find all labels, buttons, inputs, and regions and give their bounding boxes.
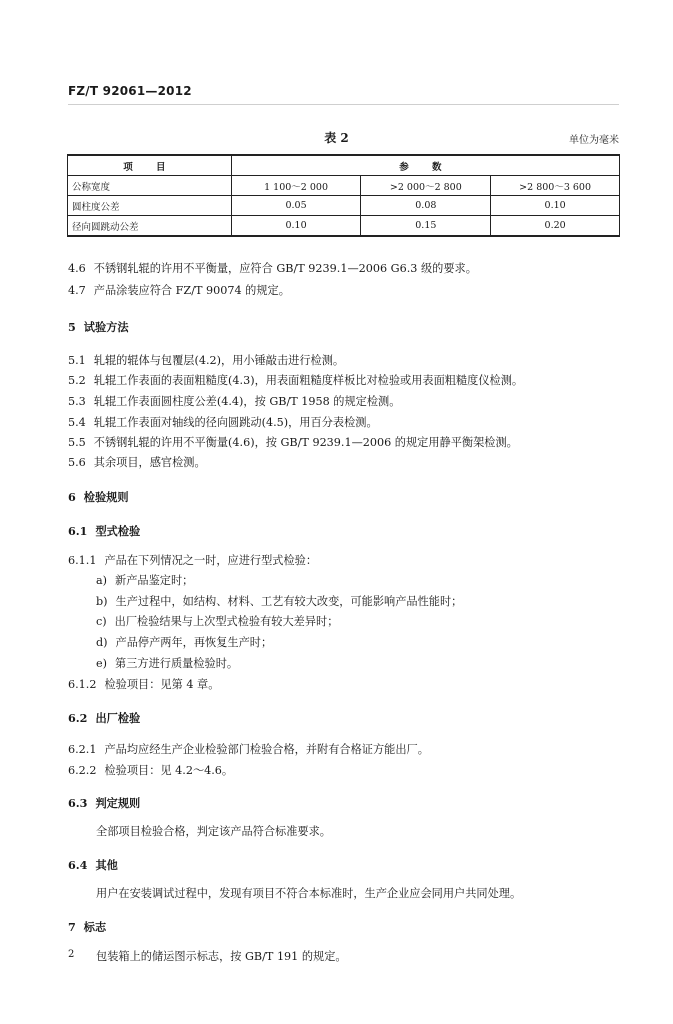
page-number: 2 [68,949,75,960]
clause-number: b) [96,595,108,608]
clause-number: 5.2 [68,374,86,387]
row-name: 公称宽度 [68,176,232,196]
body-line [96,950,347,964]
clause-number: 6.1 [68,524,88,538]
body-line [68,678,219,692]
body-line [96,615,338,629]
header-params: 参 数 [231,155,619,176]
clause-text: 产品停产两年，再恢复生产时； [115,636,273,649]
body-line [68,262,477,276]
table-row [68,196,620,216]
clause-text: 轧辊的辊体与包覆层(4.2)，用小锤敲击进行检测。 [93,354,345,367]
section-heading [68,920,106,934]
table-row [68,176,620,196]
clause-text: 用户在安装调试过程中，发现有项目不符合本标准时，生产企业应会同用户共同处理。 [96,887,522,900]
clause-number: 6.1.2 [68,678,97,691]
cell-value: 0.10 [491,196,620,216]
clause-text: 出厂检验结果与上次型式检验有较大差异时； [114,615,339,628]
clause-number: 6 [68,490,76,504]
clause-text: 其他 [95,858,118,872]
table-unit: 单位为毫米 [569,135,619,146]
clause-text: 不锈钢轧辊的许用不平衡量，应符合 GB/T 9239.1—2006 G6.3 级的要求。 [93,262,477,275]
clause-text: 轧辊工作表面圆柱度公差(4.4)，按 GB/T 1958 的规定检测。 [93,395,401,408]
section-heading [68,490,129,504]
body-line [96,595,462,609]
header-rule [68,104,619,105]
body-line [68,416,378,430]
cell-value: 0.15 [361,216,491,237]
clause-text: 轧辊工作表面的表面粗糙度(4.3)，用表面粗糙度样板比对检验或用表面粗糙度仪检测。 [93,374,524,387]
clause-text: 检验项目：见第 4 章。 [104,678,220,691]
clause-text: 标志 [83,920,107,934]
clause-number: 7 [68,920,76,934]
clause-number: e) [96,657,107,670]
body-line [68,374,523,388]
body-line [68,456,206,470]
clause-number: a) [96,574,108,587]
cell-value: 1 100～2 000 [231,176,361,196]
cell-value: 0.05 [231,196,361,216]
body-line [68,764,233,778]
section-heading [68,320,129,334]
clause-text: 产品均应经生产企业检验部门检验合格，并附有合格证方能出厂。 [104,743,429,756]
body-line [96,657,238,671]
clause-text: 出厂检验 [95,711,141,725]
clause-number: 6.2.1 [68,743,97,756]
cell-value: 0.10 [231,216,361,237]
table-title: 表 2 [324,131,349,145]
clause-text: 不锈钢轧辊的许用不平衡量(4.6)，按 GB/T 9239.1—2006 的规定用静平衡架检测。 [93,436,518,449]
clause-number: 5.4 [68,416,86,429]
clause-number: 6.2 [68,711,88,725]
clause-text: 试验方法 [83,320,129,334]
section-heading [68,711,140,725]
clause-text: 全部项目检验合格，判定该产品符合标准要求。 [96,825,331,838]
clause-text: 产品涂装应符合 FZ/T 90074 的规定。 [93,284,290,297]
clause-text: 型式检验 [95,524,141,538]
body-line [96,887,521,901]
cell-value: 0.20 [491,216,620,237]
clause-number: 4.6 [68,262,86,275]
clause-text: 生产过程中，如结构、材料、工艺有较大改变，可能影响产品性能时； [115,595,463,608]
clause-number: 5.6 [68,456,86,469]
cell-value: >2 800～3 600 [491,176,620,196]
clause-number: 5.5 [68,436,86,449]
clause-number: 6.4 [68,858,88,872]
clause-text: 检验规则 [83,490,129,504]
clause-text: 检验项目：见 4.2～4.6。 [104,764,234,777]
body-line [96,825,331,839]
body-line [68,554,317,568]
body-line [68,354,344,368]
clause-number: 4.7 [68,284,86,297]
clause-text: 新产品鉴定时； [115,574,194,587]
clause-text: 轧辊工作表面对轴线的径向圆跳动(4.5)，用百分表检测。 [93,416,378,429]
spec-table [67,154,620,237]
clause-number: 5.3 [68,395,86,408]
cell-value: 0.08 [361,196,491,216]
header-item: 项 目 [68,155,232,176]
clause-number: 5 [68,320,76,334]
row-name: 径向圆跳动公差 [68,216,232,237]
body-line [68,395,400,409]
section-heading [68,796,140,810]
body-line [68,436,518,450]
clause-text: 包装箱上的储运图示标志，按 GB/T 191 的规定。 [96,950,347,963]
clause-number: 6.1.1 [68,554,97,567]
body-line [96,636,272,650]
clause-number: d) [96,636,108,649]
table-header-row [68,155,620,176]
table-row [68,216,620,237]
cell-value: >2 000～2 800 [361,176,491,196]
clause-number: 5.1 [68,354,86,367]
body-line [68,284,290,298]
clause-number: 6.2.2 [68,764,97,777]
clause-number: c) [96,615,107,628]
body-line [96,574,193,588]
row-name: 圆柱度公差 [68,196,232,216]
clause-text: 第三方进行质量检验时。 [115,657,239,670]
clause-text: 其余项目，感官检测。 [93,456,206,469]
standard-code: FZ/T 92061—2012 [68,84,192,98]
section-heading [68,858,118,872]
clause-text: 判定规则 [95,796,141,810]
body-line [68,743,429,757]
clause-text: 产品在下列情况之一时，应进行型式检验： [104,554,318,567]
clause-number: 6.3 [68,796,88,810]
section-heading [68,524,140,538]
